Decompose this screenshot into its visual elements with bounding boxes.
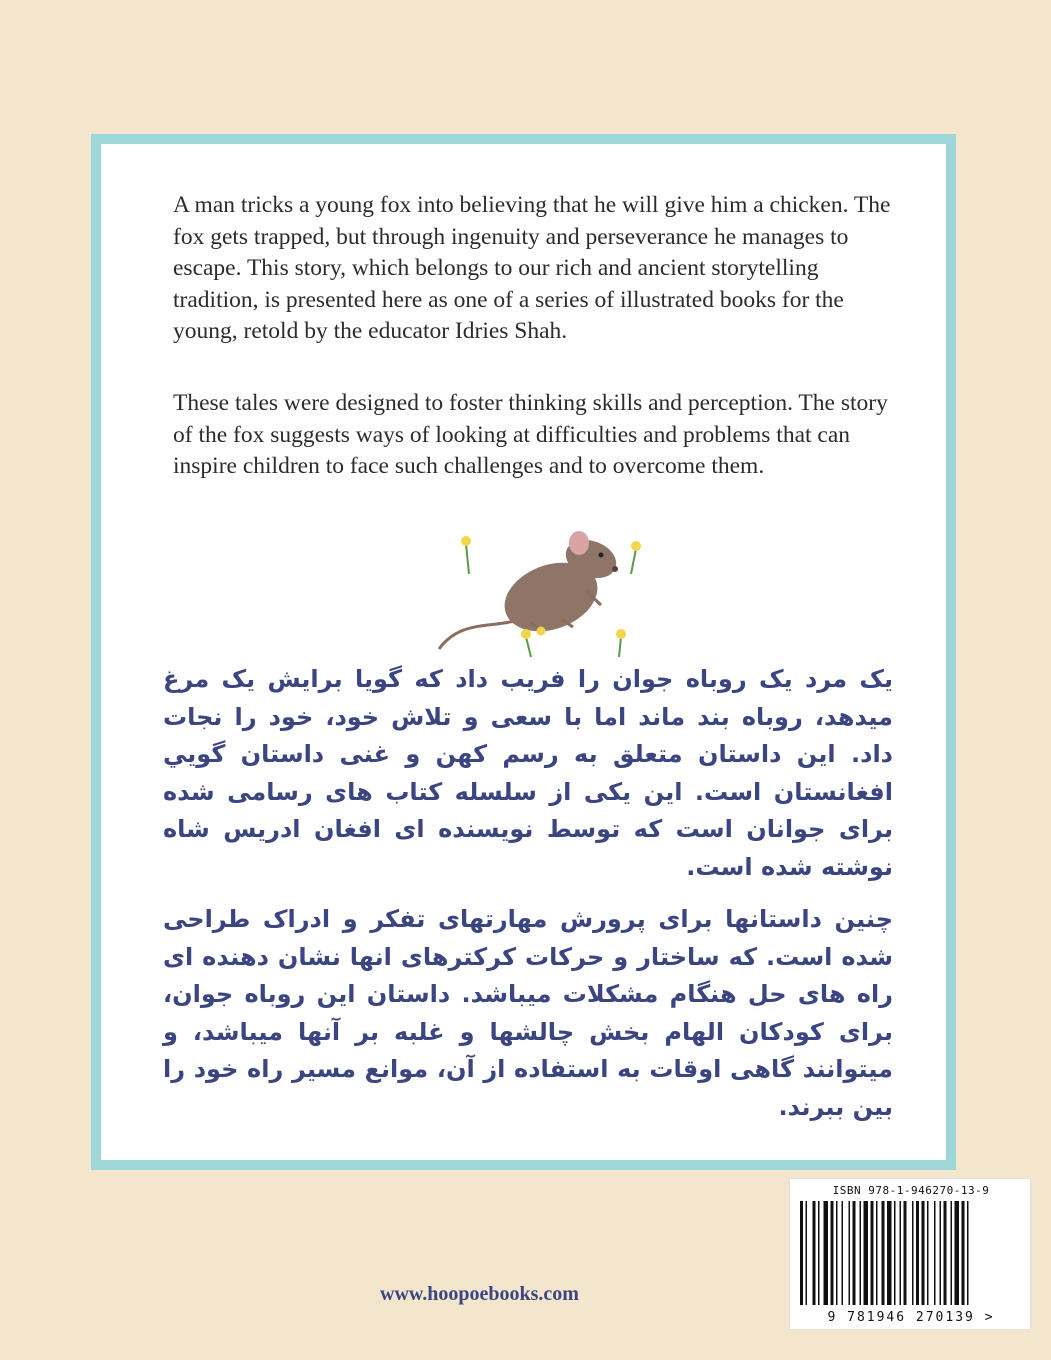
barcode-bar (853, 1201, 856, 1305)
barcode-bar (962, 1201, 965, 1305)
barcode-bar (871, 1201, 874, 1305)
cover-frame (91, 134, 956, 1170)
english-paragraph-2: These tales were designed to foster thinking skills and perception. The story of the fox suggests ways of looking at difficulties and problems that can inspire children to face such challenges and to overcome them. (173, 390, 888, 479)
barcode-bar (882, 1201, 885, 1305)
barcode-bar (900, 1201, 902, 1305)
isbn-label: ISBN 978-1-946270-13-9 (832, 1184, 990, 1197)
barcode-bar (940, 1201, 942, 1305)
barcode-bar (842, 1201, 844, 1305)
barcode-bar (836, 1201, 838, 1305)
barcode-bar (967, 1201, 969, 1305)
barcode-bar (876, 1201, 878, 1305)
barcode-bar (927, 1201, 929, 1305)
barcode-bar (818, 1201, 820, 1305)
barcode-bar (813, 1201, 816, 1305)
barcode-bar (887, 1201, 892, 1305)
dari-paragraph-2: چنین داستانها برای پرورش مهارتهای تفکر و ادراک طراحی شده است. که ساختار و حرکات کرکترهای انها نشان دهنده ای راه های حل هنگام مشکلات میباشد. داستان این روباه جوان، برای کودکان الهام بخش چالشها و غلبه بر آنها میباشد، و میتوانند گاهی اوقات به استفاده از آن، موانع مسیر راه خود را بین ببرند. (163, 905, 893, 1121)
dari-paragraph-1: یک مرد یک روباه جوان را فریب داد که گویا برایش یک مرغ میدهد، روباه بند ماند اما با سعی و تلاش خود، خود را نجات داد. این داستان متعلق به رسم کهن و غنی داستان گويي افغانستان است. این یکی از سلسله کتاب های رسامی شده برای جوانان است که توسط نویسنده ای افغان ادریس شاه نوشته شده است. (163, 665, 893, 881)
barcode-bar (894, 1201, 896, 1305)
barcode-bar (800, 1201, 803, 1305)
barcode-bar (922, 1201, 925, 1305)
barcode-bar (916, 1201, 919, 1305)
barcode-bar (824, 1201, 829, 1305)
english-paragraph-1: A man tricks a young fox into believing that he will give him a chicken. The fox gets trapped, but through ingenuity and perseverance he manages to escape. This story, which belongs to our rich and ancient storytelling tradition, is presented here as one of a series of illustrated books for the young, retold by the educator Idries Shah. (173, 192, 891, 344)
barcode-bar (849, 1201, 851, 1305)
barcode-bars (796, 1201, 1026, 1309)
barcode-bar (904, 1201, 907, 1305)
barcode-bar (912, 1201, 914, 1305)
barcode-bar (860, 1201, 862, 1305)
barcode-bar (944, 1201, 947, 1305)
mouse-illustration (431, 519, 651, 659)
isbn-digits: 9 781946 270139 > (827, 1310, 995, 1325)
barcode-bar (934, 1201, 936, 1305)
barcode-bar (955, 1201, 960, 1305)
publisher-website[interactable]: www.hoopoebooks.com (380, 1283, 579, 1305)
barcode-bar (951, 1201, 953, 1305)
barcode-bar (831, 1201, 834, 1305)
barcode-bar (864, 1201, 869, 1305)
isbn-barcode (789, 1178, 1031, 1330)
barcode-bar (806, 1201, 808, 1305)
